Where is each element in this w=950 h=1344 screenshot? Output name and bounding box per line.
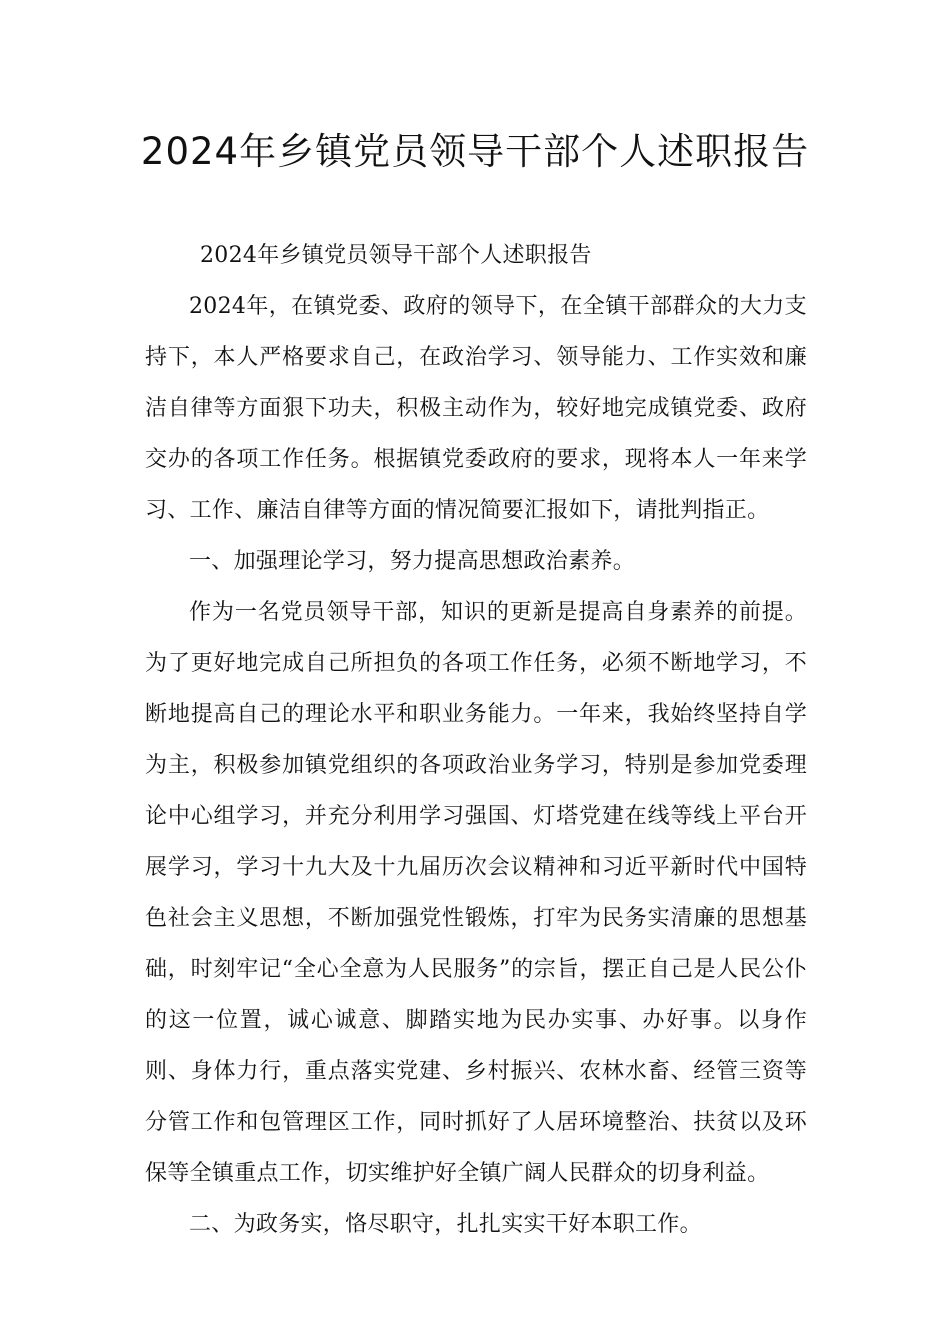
section-heading-2: 二、为政务实，恪尽职守，扎扎实实干好本职工作。 (189, 1212, 702, 1237)
document-subtitle: 2024年乡镇党员领导干部个人述职报告 (200, 243, 592, 268)
document-body (145, 230, 807, 1250)
intro-paragraph: 2024年，在镇党委、政府的领导下，在全镇干部群众的大力支持下，本人严格要求自己，在政治学习、领导能力、工作实效和廉洁自律等方面狠下功夫，积极主动作为，较好地完成镇党委、政府交办的各项工作任务。根据镇党委政府的要求，现将本人一年来学习、工作、廉洁自律等方面的情况简要汇报如下，请批判指正。 (145, 294, 807, 523)
document-title: 2024年乡镇党员领导干部个人述职报告 (140, 130, 810, 173)
section-1-paragraph: 作为一名党员领导干部，知识的更新是提高自身素养的前提。为了更好地完成自己所担负的各项工作任务，必须不断地学习，不断地提高自己的理论水平和职业务能力。一年来，我始终坚持自学为主，积极参加镇党组织的各项政治业务学习，特别是参加党委理论中心组学习，并充分利用学习强国、灯塔党建在线等线上平台开展学习，学习十九大及十九届历次会议精神和习近平新时代中国特色社会主义思想，不断加强党性锻炼，打牢为民务实清廉的思想基础，时刻牢记“全心全意为人民服务”的宗旨，摆正自己是人民公仆的这一位置，诚心诚意、脚踏实地为民办实事、办好事。以身作则、身体力行，重点落实党建、乡村振兴、农林水畜、经管三资等分管工作和包管理区工作，同时抓好了人居环境整治、扶贫以及环保等全镇重点工作，切实维护好全镇广阔人民群众的切身利益。 (145, 600, 807, 1186)
section-heading-1: 一、加强理论学习，努力提高思想政治素养。 (189, 549, 636, 574)
